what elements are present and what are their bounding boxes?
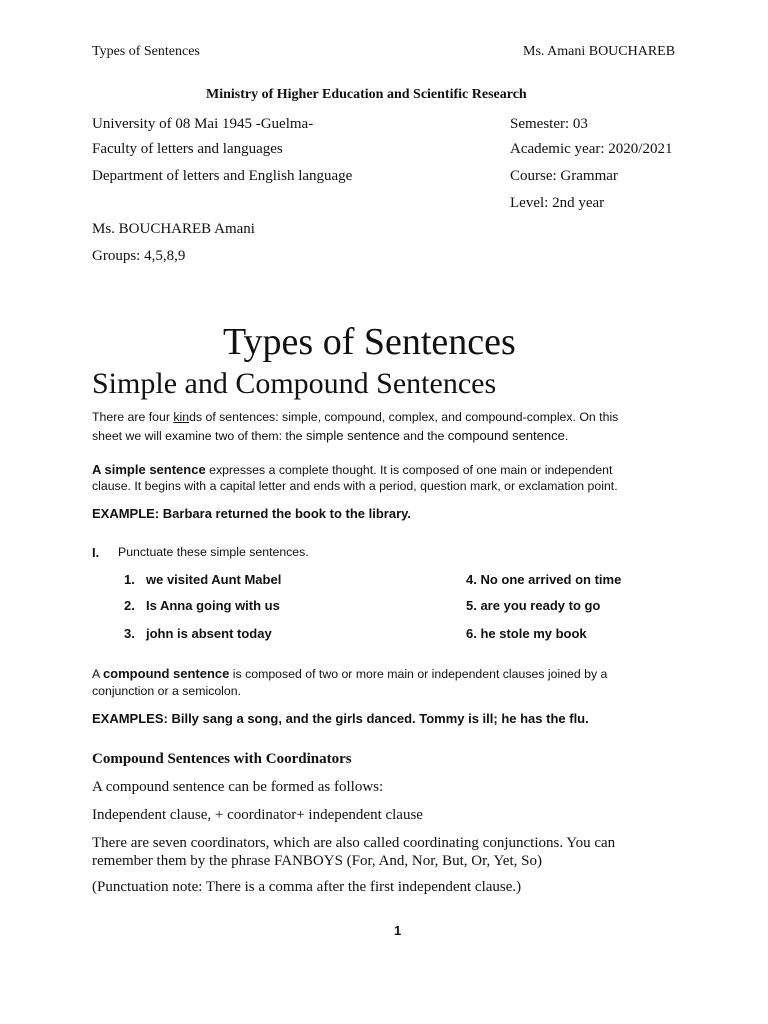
exercise-item-number: 1. [124,572,135,587]
punctuation-note: (Punctuation note: There is a comma after the first independent clause.) [92,879,522,895]
level-line: Level: 2nd year [510,195,605,211]
exercise-item: john is absent today [146,626,272,641]
exercise-item: Is Anna going with us [146,598,280,613]
compound-definition-line-1 [92,666,607,681]
paragraph-line-1: There are seven coordinators, which are also called coordinating conjunctions. You can [92,835,616,851]
exercise-item: we visited Aunt Mabel [146,572,282,587]
intro-line-2 [92,428,568,443]
exercise-item-number: 3. [124,626,135,641]
simple-definition-line-2: clause. It begins with a capital letter and ends with a period, question mark, or exclamation point. [92,479,618,493]
exercise-instruction: Punctuate these simple sentences. [118,545,309,559]
exercise-numeral: I. [92,545,100,560]
term-compound-sentence: compound sentence [447,428,565,443]
exercise-item: 5. are you ready to go [466,598,601,613]
intro-text: ds of sentences: simple, compound, complex, and compound-complex. On this [189,410,619,424]
definition-text: is composed of two or more main or independent clauses joined by a [229,667,608,681]
department-line: Department of letters and English language [92,168,353,184]
groups-line: Groups: 4,5,8,9 [92,248,186,264]
simple-example: EXAMPLE: Barbara returned the book to the library. [92,506,412,521]
compound-sentence-term: compound sentence [102,666,230,681]
semester-line: Semester: 03 [510,116,588,132]
page-subtitle: Simple and Compound Sentences [92,367,497,400]
intro-line-1 [92,410,618,424]
intro-text: and the [399,429,448,443]
definition-text: expresses a complete thought. It is composed of one main or independent [205,463,613,477]
paragraph-line-2: remember them by the phrase FANBOYS (For, And, Nor, But, Or, Yet, So) [92,853,542,869]
exercise-item: 6. he stole my book [466,626,587,641]
page-title: Types of Sentences [223,321,516,363]
intro-text: sheet we will examine two of them: the [92,429,306,443]
university-line: University of 08 Mai 1945 -Guelma- [92,116,314,132]
formula-line: Independent clause, + coordinator+ independent clause [92,807,423,823]
exercise-item: 4. No one arrived on time [466,572,622,587]
simple-definition-line-1 [92,462,612,477]
compound-examples: EXAMPLES: Billy sang a song, and the girls danced. Tommy is ill; he has the flu. [92,711,589,726]
paragraph: A compound sentence can be formed as follows: [92,779,384,795]
ministry-heading: Ministry of Higher Education and Scientific Research [206,87,527,102]
course-line: Course: Grammar [510,168,618,184]
intro-text: There are four [92,410,174,424]
faculty-line: Faculty of letters and languages [92,141,283,157]
term-simple-sentence: simple sentence [305,428,400,443]
intro-text: . [564,429,569,443]
running-header-left: Types of Sentences [92,44,200,59]
definition-text: A [92,667,103,681]
running-header-right: Ms. Amani BOUCHAREB [523,44,676,59]
section-heading: Compound Sentences with Coordinators [92,751,352,767]
compound-definition-line-2: conjunction or a semicolon. [92,684,242,698]
academic-year-line: Academic year: 2020/2021 [510,141,673,157]
exercise-item-number: 2. [124,598,135,613]
teacher-line: Ms. BOUCHAREB Amani [92,221,255,237]
simple-sentence-term: A simple sentence [92,462,206,477]
page-number: 1 [394,923,402,938]
intro-underlined-text: kin [173,410,190,424]
